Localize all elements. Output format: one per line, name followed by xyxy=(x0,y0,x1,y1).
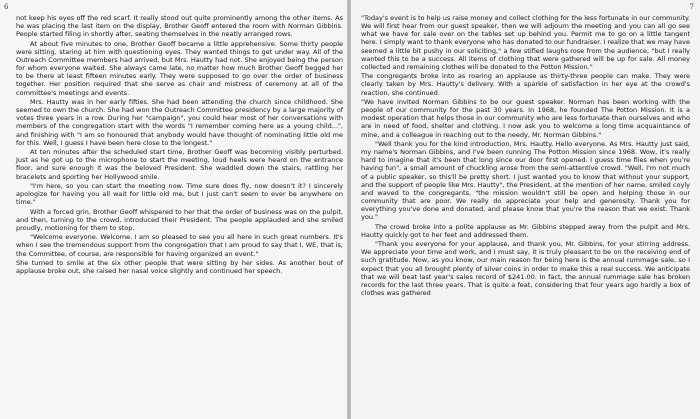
paragraph: At ten minutes after the scheduled start time, Brother Geoff was becoming visibly perturbed. Just as he got up to the microphone to start the meeting, loud heels were heard on the entrance floor, and sure enough it was the beloved President. She waddled down the stairs, rattling her bracelets and sporting her Hollywood smile. xyxy=(16,148,343,181)
page-body xyxy=(16,14,343,417)
paragraph: At about five minutes to one, Brother Geoff became a little apprehensive. Some thirty people were sitting, staring at him with questioning eyes. They wanted things to get under way. All of the Outreach Committee members had arrived, but Mrs. Hautty had not. She enjoyed being the person for whom everyone waited. She always came late, no matter how much Brother Geoff begged her to be there at least fifteen minutes early. They were supposed to go over the order of business together. Her position required that she serve as chair and mistress of ceremony at all of the committee's meetings and events. xyxy=(16,39,343,97)
paragraph: She turned to smile at the six other people that were sitting by her sides. As another bout of applause broke out, she raised her nasal voice slightly and continued her speech. xyxy=(16,258,343,275)
paragraph: Mrs. Hautty was in her early fifties. She had been attending the church since childhood. She seemed to own the church. She had won the Outreach Committee presidency by a large majority of votes three years in a row. During her "campaign", you could hear most of her conversations with members of the congregation start with the words "I remember coming here as a young child...", and finishing with "I am so honoured that anybody would have thought of nominating little old me for this. Well, I guess I have been here close to the longest." xyxy=(16,97,343,147)
right-page xyxy=(351,0,700,419)
paragraph: "Thank you everyone for your applause, and thank you, Mr. Gibbins, for your stirring address. We appreciate your time and work, and I must say, it is truly pleasant to be on the receiving end of such gratitude. Now, as you know, our main reason for being here is the annual rummage sale, so I expect that you all brought plenty of silver coins in order to make this a real success. We anticipate that we will beat last year's sales record of $241.00. In fact, the annual rummage sale has broken records for the last three years. That is quite a feat, considering that four years ago hardly a box of clothes was gathered xyxy=(361,240,690,298)
left-page xyxy=(0,0,347,419)
paragraph: With a forced grin, Brother Geoff whispered to her that the order of business was on the pulpit, and then, turning to the crowd, introduced their President. The people applauded and she smiled proudly, motioning for them to stop. xyxy=(16,207,343,232)
page-number: 6 xyxy=(4,3,9,11)
paragraph: "I'm here, so you can start the meeting now. Time sure does fly, now doesn't it? I sincerely apologize for having you all wait for little old me, but I just can't seem to ever be anywhere on time." xyxy=(16,181,343,207)
paragraph: "Today's event is to help us raise money and collect clothing for the less fortunate in our community. We will first hear from our guest speaker, then we will adjourn the meeting and you can all go see what we have for sale over on the tables set up behind you. Permit me to go on a little tangent here. I simply want to thank everyone who has donated to our fundraiser. I realize that we may have seemed a little bit pushy in our soliciting," a few stifled laughs rose from the audience, "but I really wanted this to be a success. All items of clothing that were gathered will be up for sale. All money collected and remaining clothes will be donated to the Potton Mission." xyxy=(361,14,690,71)
page-number: 7 xyxy=(689,3,694,11)
paragraph: "Welcome everyone. Welcome. I am so pleased to see you all here in such great numbers. It's when I see the tremendous support from the congregation that I am proud to say that I, WE, that is, the Committee, of course, are responsible for having organized an event." xyxy=(16,233,343,258)
paragraph: The congregants broke into as roaring an applause as thirty-three people can make. They were clearly taken by Mrs. Hautty's delivery. With a sparkle of satisfaction in her eye at the crowd's reaction, she continued. xyxy=(361,72,690,97)
paragraph: "We have invited Norman Gibbins to be our guest speaker. Norman has been working with the people of our community for the past 30 years. In 1968, he founded The Potton Mission. It is a modest operation that helps those in our community who are less fortunate than ourselves and who are in need of food, shelter and clothing. I now ask you to welcome a long time acquaintance of mine, and a colleague in reaching out to the needy, Mr. Norman Gibbins." xyxy=(361,97,690,139)
paragraph: The crowd broke into a polite applause as Mr. Gibbins stepped away from the pulpit and Mrs. Hautty quickly got to her feet and addressed them. xyxy=(361,222,690,239)
paragraph: not keep his eyes off the red scarf. It really stood out quite prominently among the other items. As he was placing the last item on the display, Brother Geoff entered the room with Norman Gibbins. People started filing in shortly after, seating themselves in the neatly arranged rows. xyxy=(16,14,343,39)
page-body xyxy=(361,14,690,417)
paragraph: "Well thank you for the kind introduction, Mrs. Hautty. Hello everyone. As Mrs. Hautty just said, my name's Norman Gibbins, and I've been running The Potton Mission since 1968. Wow, it's really hard to imagine that it's been that long since our door first opened. I guess time flies when you're having fun", a small amount of chuckling arose from the semi-attentive crowd. "Well, I'm not much of a public speaker, so this'll be pretty short. I just wanted you to know that without your support, and the support of people like Mrs. Hautty", the President, at the mention of her name, smiled coyly and waved to the congregants, "the mission wouldn't still be open and helping those in our community that are poor. We really do appreciate your help and generosity. Thank you for everything you've done and donated, and please know that you're the reason that we exist. Thank you." xyxy=(361,139,690,222)
